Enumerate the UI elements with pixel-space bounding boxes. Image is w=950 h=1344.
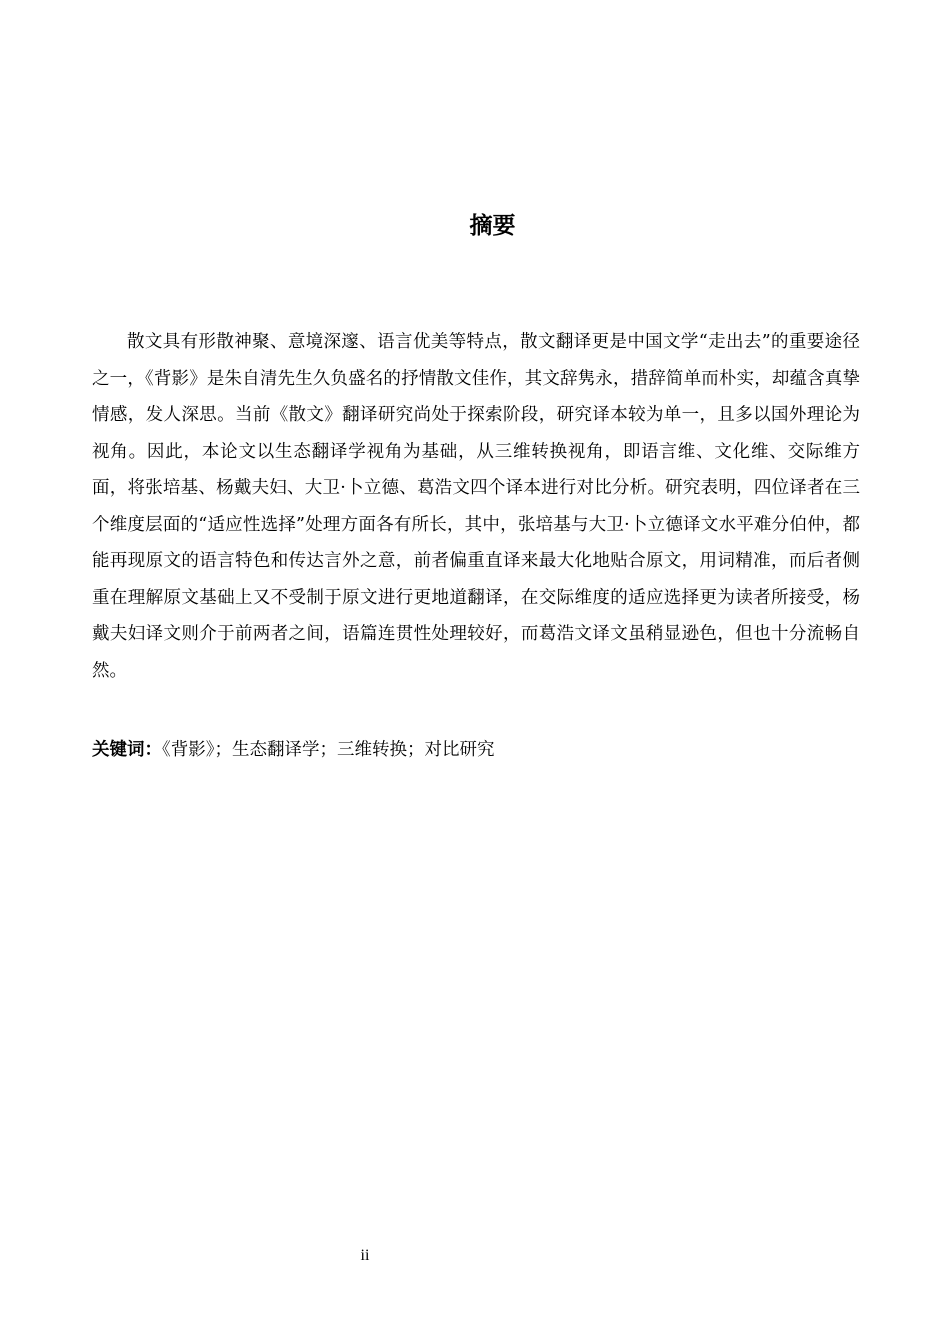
page-number: ii bbox=[360, 1247, 370, 1264]
keywords-text: 《背影》；生态翻译学；三维转换；对比研究 bbox=[162, 740, 495, 760]
keywords-label: 关键词： bbox=[92, 740, 162, 760]
abstract-title: 摘要 bbox=[469, 213, 516, 239]
abstract-body: 散文具有形散神聚、意境深邃、语言优美等特点，散文翻译更是中国文学“走出去”的重要途径之一，《背影》是朱自清先生久负盛名的抒情散文佳作，其文辞隽永，措辞简单而朴实，却蕴含真挚情感，发人深思。当前《散文》翻译研究尚处于探索阶段，研究译本较为单一，且多以国外理论为视角。因此，本论文以生态翻译学视角为基础，从三维转换视角，即语言维、文化维、交际维方面，将张培基、杨戴夫妇、大卫·卜立德、葛浩文四个译本进行对比分析。研究表明，四位译者在三个维度层面的“适应性选择”处理方面各有所长，其中，张培基与大卫·卜立德译文水平难分伯仲，都能再现原文的语言特色和传达言外之意，前者偏重直译来最大化地贴合原文，用词精准，而后者侧重在理解原文基础上又不受制于原文进行更地道翻译，在交际维度的适应选择更为读者所接受，杨戴夫妇译文则介于前两者之间，语篇连贯性处理较好，而葛浩文译文虽稍显逊色，但也十分流畅自然。 bbox=[92, 332, 860, 681]
keywords-line bbox=[92, 732, 860, 768]
